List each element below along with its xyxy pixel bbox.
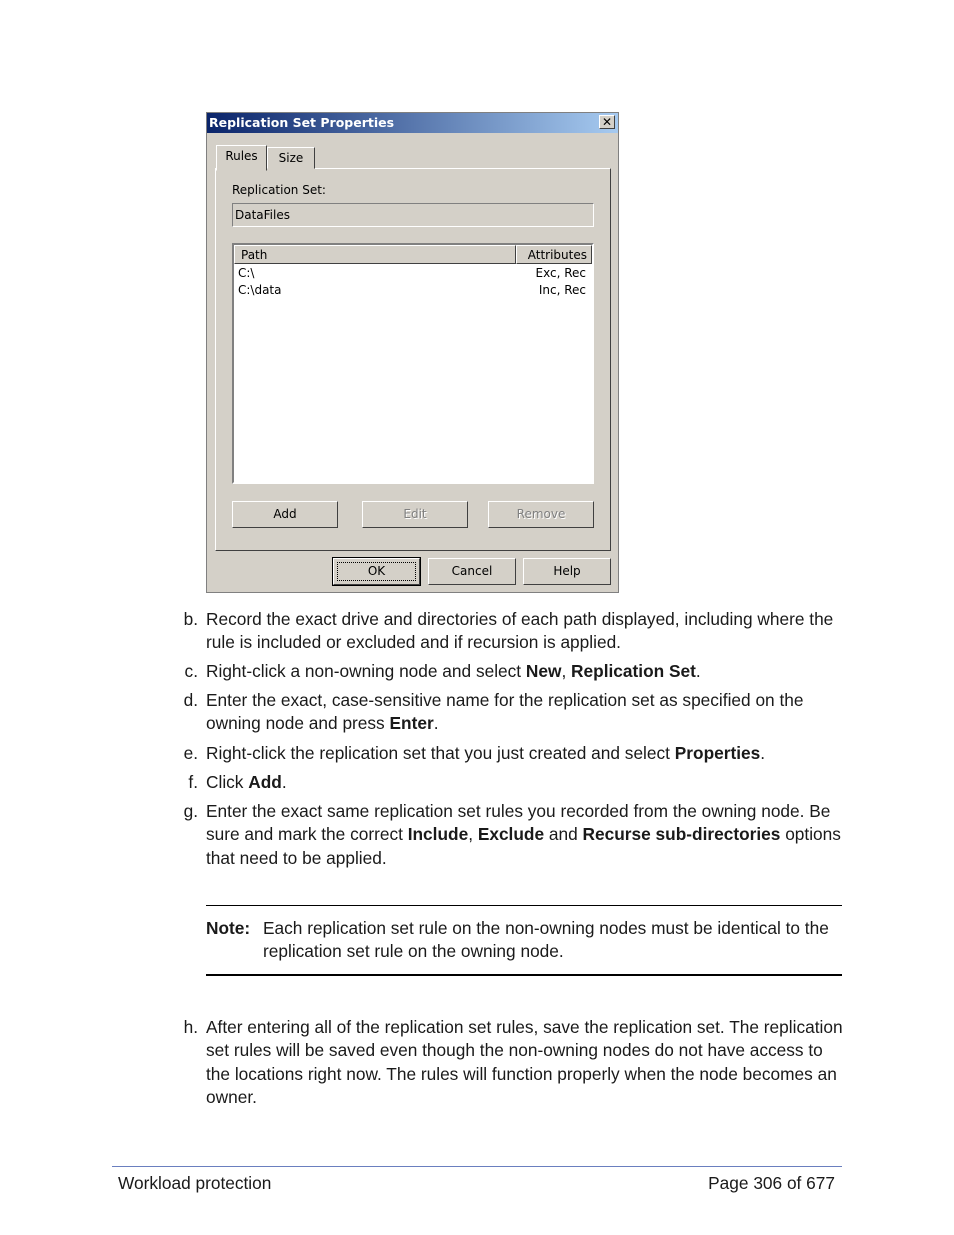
help-button[interactable]: Help bbox=[523, 558, 611, 585]
list-item-attributes: Exc, Rec bbox=[535, 266, 586, 280]
step-marker: c. bbox=[184, 661, 198, 681]
list-item-attributes: Inc, Rec bbox=[538, 283, 586, 297]
step-emphasis: Replication Set bbox=[571, 661, 696, 681]
step-text: Enter the exact, case-sensitive name for the replication set as specified on the owning node and press bbox=[206, 690, 804, 734]
note-text: Each replication set rule on the non-owning nodes must be identical to the replication set rule on the owning node. bbox=[263, 918, 829, 962]
step-d bbox=[183, 689, 846, 736]
list-item-path: C:\ bbox=[238, 266, 255, 280]
cancel-button[interactable]: Cancel bbox=[428, 558, 516, 585]
footer-page-number: Page 306 of 677 bbox=[708, 1173, 835, 1193]
step-text: Enter the exact same replication set rules you recorded from the owning node. Be sure and mark the correct bbox=[206, 801, 831, 845]
step-emphasis: Add bbox=[248, 772, 282, 792]
rules-list[interactable] bbox=[232, 243, 594, 484]
footer-rule bbox=[112, 1166, 842, 1167]
ok-button[interactable] bbox=[333, 558, 420, 585]
step-emphasis: Exclude bbox=[477, 824, 545, 845]
add-button[interactable]: Add bbox=[232, 501, 338, 528]
dialog-title: Replication Set Properties bbox=[207, 113, 618, 133]
ok-button-label: OK bbox=[337, 562, 416, 581]
replication-set-field: DataFiles bbox=[232, 203, 594, 227]
list-item-path: C:\data bbox=[238, 283, 282, 297]
step-marker: g. bbox=[183, 801, 198, 821]
remove-button[interactable]: Remove bbox=[488, 501, 594, 528]
step-emphasis: Recurse sub-directories bbox=[582, 824, 781, 845]
step-marker: b. bbox=[183, 609, 198, 629]
note-block bbox=[206, 917, 842, 964]
step-text: After entering all of the replication set rules, save the replication set. The replication set rules will be saved even though the non-owning nodes do not have access to the locations right now. The rules will function properly when the node becomes an owner. bbox=[206, 1017, 843, 1107]
footer-section-title: Workload protection bbox=[118, 1173, 272, 1193]
step-marker: e. bbox=[183, 743, 198, 763]
step-b bbox=[183, 608, 846, 655]
step-emphasis: Properties bbox=[674, 743, 761, 763]
step-text: Record the exact drive and directories of each path displayed, including where the rule is included or excluded and if recursion is applied. bbox=[206, 609, 834, 653]
step-f bbox=[188, 771, 846, 794]
replication-set-properties-dialog bbox=[206, 112, 619, 593]
column-header-attributes[interactable]: Attributes bbox=[516, 245, 592, 264]
step-marker: f. bbox=[188, 772, 198, 792]
step-emphasis: Include bbox=[407, 824, 469, 845]
step-text: , bbox=[468, 824, 478, 845]
step-text: . bbox=[760, 743, 766, 763]
tab-rules[interactable]: Rules bbox=[216, 145, 267, 171]
step-h bbox=[183, 1016, 846, 1109]
replication-set-label: Replication Set: bbox=[232, 183, 326, 197]
step-text: and bbox=[544, 824, 583, 845]
column-header-path[interactable]: Path bbox=[234, 245, 516, 264]
rules-list-header bbox=[234, 245, 592, 264]
list-item[interactable] bbox=[238, 265, 586, 281]
note-bottom-rule bbox=[206, 974, 842, 976]
step-marker: h. bbox=[183, 1017, 198, 1037]
close-icon[interactable]: ✕ bbox=[599, 115, 615, 129]
step-text: , bbox=[561, 661, 572, 681]
list-item[interactable] bbox=[238, 282, 586, 298]
note-label: Note: bbox=[206, 918, 251, 938]
edit-button[interactable]: Edit bbox=[362, 501, 468, 528]
step-g bbox=[183, 800, 846, 870]
step-text: . bbox=[695, 661, 701, 681]
step-text: . bbox=[433, 713, 439, 734]
step-emphasis: New bbox=[525, 661, 562, 681]
note-top-rule bbox=[206, 905, 842, 906]
step-text: Right-click the replication set that you just created and select bbox=[206, 743, 675, 763]
step-e bbox=[183, 742, 846, 765]
step-emphasis: Enter bbox=[389, 713, 434, 734]
step-c bbox=[184, 660, 846, 683]
step-text: . bbox=[281, 772, 287, 792]
tab-size[interactable]: Size bbox=[267, 147, 315, 169]
step-marker: d. bbox=[183, 690, 198, 710]
step-text: options that need to be applied. bbox=[206, 824, 841, 868]
step-text: Right-click a non-owning node and select bbox=[206, 661, 526, 681]
step-text: Click bbox=[206, 772, 249, 792]
